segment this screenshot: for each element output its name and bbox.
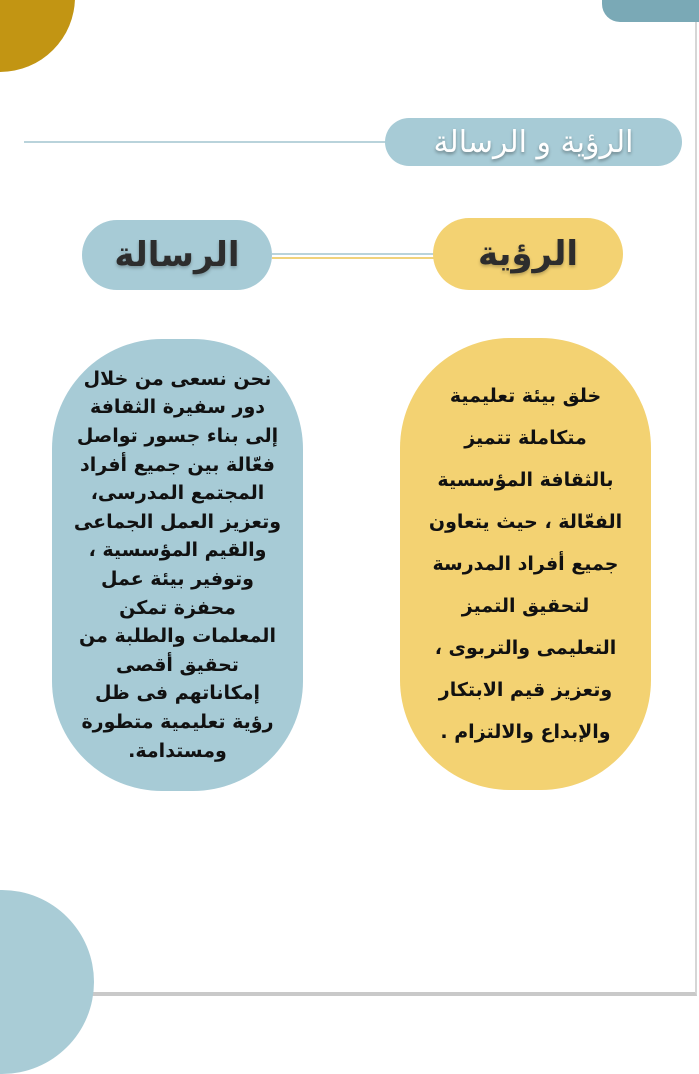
mission-text-line: نحن نسعى من خلال [83,367,272,390]
mission-heading-pill [82,220,272,290]
vision-text-line: الفعّالة ، حيث يتعاون [428,511,623,533]
vision-title: الرؤية [477,234,579,274]
mission-title: الرسالة [114,235,240,275]
mission-text-box [52,339,303,791]
mission-text-line: إمكاناتهم فى ظل [94,682,261,705]
vision-text-box [400,338,651,790]
mission-text-line: ومستدامة. [128,739,227,762]
pill-connector-line [272,253,437,259]
mission-text-line: تحقيق أقصى [116,653,239,676]
mission-text-line: دور سفيرة الثقافة [89,396,266,419]
vision-text-line: بالثقافة المؤسسية [437,469,614,491]
mission-text-line: وتعزيز العمل الجماعى [73,510,282,533]
mission-text-line: المجتمع المدرسى، [90,482,265,505]
header-divider-line [24,141,404,143]
mission-text-line: والقيم المؤسسية ، [88,539,267,562]
mission-text-line: المعلمات والطلبة من [79,625,276,648]
vision-text-line: خلق بيئة تعليمية [449,385,602,407]
page-title: الرؤية و الرسالة [433,124,634,160]
mission-text-line: إلى بناء جسور تواصل [76,425,279,448]
decorative-bar-top-right [602,0,699,22]
vision-text-line: لتحقيق التميز [461,595,590,617]
header-banner [385,118,682,166]
vision-text [416,375,635,753]
vision-text-line: جميع أفراد المدرسة [432,553,619,575]
mission-text-line: وتوفير بيئة عمل [101,568,254,590]
mission-text-line: محفزة تمكن [119,596,236,619]
vision-text-line: والإبداع والالتزام . [440,721,611,743]
mission-text-line: رؤية تعليمية متطورة [81,710,274,733]
vision-text-line: متكاملة تتميز [464,427,587,449]
vision-text-line: وتعزيز قيم الابتكار [438,679,613,701]
vision-heading-pill [433,218,623,290]
mission-text [68,365,287,765]
vision-text-line: التعليمى والتربوى ، [434,637,617,659]
mission-text-line: فعّالة بين جميع أفراد [80,453,275,476]
